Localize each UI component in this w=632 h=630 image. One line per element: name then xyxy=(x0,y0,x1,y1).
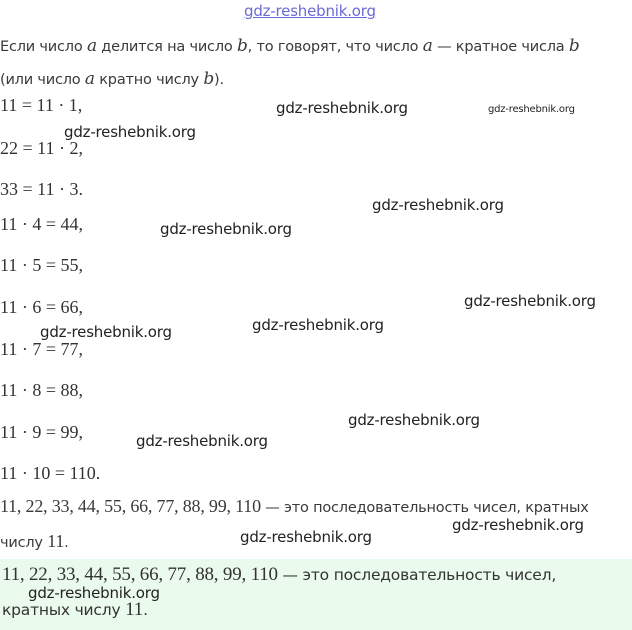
watermark: gdz-reshebnik.org xyxy=(64,123,196,141)
sequence-line-2: числу 11. xyxy=(0,531,69,551)
sequence-numbers: 11, 22, 33, 44, 55, 66, 77, 88, 99, 110 xyxy=(0,496,261,516)
equation-1: 11 = 11 · 1, xyxy=(0,95,83,115)
equation-4: 11 · 4 = 44, xyxy=(0,214,83,234)
watermark: gdz-reshebnik.org xyxy=(452,516,584,534)
watermark: gdz-reshebnik.org xyxy=(252,316,384,334)
watermark: gdz-reshebnik.org xyxy=(40,323,172,341)
definition-paragraph xyxy=(0,30,628,96)
equation-10: 11 · 10 = 110. xyxy=(0,463,101,483)
equation-5: 11 · 5 = 55, xyxy=(0,255,83,275)
variable-a: a xyxy=(86,36,97,56)
watermark: gdz-reshebnik.org xyxy=(136,432,268,450)
watermark: gdz-reshebnik.org xyxy=(28,584,160,602)
equation-8: 11 · 8 = 88, xyxy=(0,380,83,400)
answer-numbers: 11, 22, 33, 44, 55, 66, 77, 88, 99, 110 xyxy=(2,564,278,585)
watermark-top-link[interactable]: gdz-reshebnik.org xyxy=(244,2,376,20)
variable-a: a xyxy=(422,36,433,56)
sequence-line-1: 11, 22, 33, 44, 55, 66, 77, 88, 99, 110 — это последовательность чисел, кратных xyxy=(0,496,589,516)
watermark: gdz-reshebnik.org xyxy=(160,220,292,238)
variable-b: b xyxy=(568,36,580,56)
watermark: gdz-reshebnik.org xyxy=(488,104,575,115)
equation-7: 11 · 7 = 77, xyxy=(0,339,83,359)
definition-line-1: Если число a делится на число b, то говорят, что число a — кратное числа b xyxy=(0,36,580,56)
variable-b: b xyxy=(203,69,215,89)
answer-line-2: кратных числу 11. xyxy=(2,599,148,620)
definition-line-2: (или число a кратно числу b). xyxy=(0,69,224,89)
watermark: gdz-reshebnik.org xyxy=(464,292,596,310)
answer-line-1: 11, 22, 33, 44, 55, 66, 77, 88, 99, 110 — это последовательность чисел, xyxy=(2,564,557,585)
equation-9: 11 · 9 = 99, xyxy=(0,422,83,442)
watermark: gdz-reshebnik.org xyxy=(240,528,372,546)
watermark: gdz-reshebnik.org xyxy=(276,99,408,117)
variable-a: a xyxy=(84,69,95,89)
watermark: gdz-reshebnik.org xyxy=(348,411,480,429)
watermark: gdz-reshebnik.org xyxy=(372,196,504,214)
variable-b: b xyxy=(236,36,248,56)
equation-6: 11 · 6 = 66, xyxy=(0,297,83,317)
equation-2: 22 = 11 · 2, xyxy=(0,138,83,158)
equation-3: 33 = 11 · 3. xyxy=(0,179,83,199)
